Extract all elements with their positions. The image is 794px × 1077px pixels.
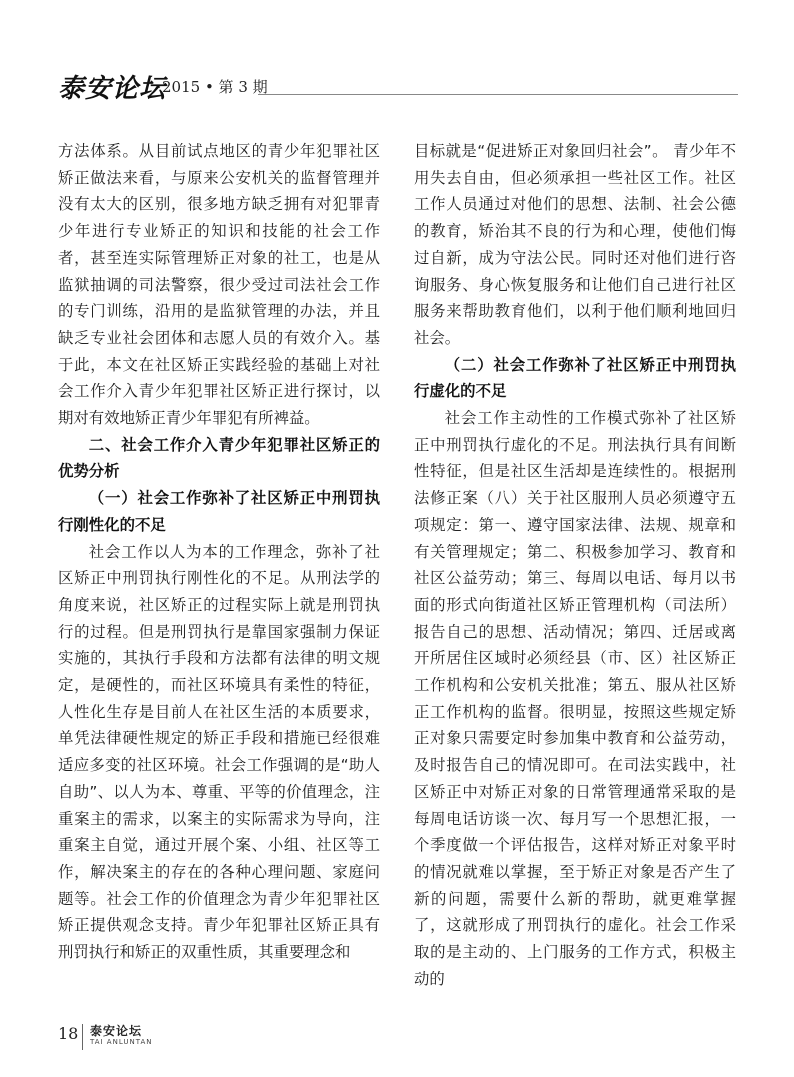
header-rule <box>258 94 738 95</box>
subsection-heading: （二）社会工作弥补了社区矫正中刑罚执行虚化的不足 <box>414 355 736 401</box>
running-header <box>58 68 738 108</box>
paragraph: 方法体系。从目前试点地区的青少年犯罪社区矫正做法来看，与原来公安机关的监督管理并没有太大的区别，很多地方缺乏拥有对犯罪青少年进行专业矫正的知识和技能的社会工作者，甚至连实际管理矫正对象的社工，也是从监狱抽调的司法警察，很少受过司法社会工作的专门训练，沿用的是监狱管理的办法，并且缺乏专业社会团体和志愿人员的有效介入。基于此，本文在社区矫正实践经验的基础上对社会工作介入青少年犯罪社区矫正进行探讨，以期对有效地矫正青少年罪犯有所裨益。 <box>58 142 380 428</box>
right-column <box>414 138 736 993</box>
left-column <box>58 138 380 966</box>
page-number: 18 <box>58 1024 79 1043</box>
journal-name: 泰安论坛 <box>58 74 167 104</box>
issue-label: 2015 • 第 3 期 <box>162 78 268 96</box>
section-heading: 二、社会工作介入青少年犯罪社区矫正的优势分析 <box>58 435 380 481</box>
paragraph: 社会工作以人为本的工作理念，弥补了社区矫正中刑罚执行刚性化的不足。从刑法学的角度来说，社区矫正的过程实际上就是刑罚执行的过程。但是刑罚执行是靠国家强制力保证实施的，其执行手段和方法都有法律的明文规定，是硬性的，而社区环境具有柔性的特征，人性化生存是目前人在社区生活的本质要求，单凭法律硬性规定的矫正手段和措施已经很难适应多变的社区环境。社会工作强调的是“助人自助”、以人为本、尊重、平等的价值理念，注重案主的需求，以案主的实际需求为导向，注重案主自觉，通过开展个案、小组、社区等工作，解决案主的存在的各种心理问题、家庭问题等。社会工作的价值理念为青少年犯罪社区矫正提供观念支持。青少年犯罪社区矫正具有刑罚执行和矫正的双重性质，其重要理念和 <box>58 542 380 962</box>
paragraph: 社会工作主动性的工作模式弥补了社区矫正中刑罚执行虚化的不足。刑法执行具有间断性特征，但是社区生活却是连续性的。根据刑法修正案（八）关于社区服刑人员必须遵守五项规定：第一、遵守国家法律、法规、规章和有关管理规定；第二、积极参加学习、教育和社区公益劳动；第三、每周以电话、每月以书面的形式向街道社区矫正管理机构（司法所）报告自己的思想、活动情况；第四、迁居或离开所居住区域时必须经县（市、区）社区矫正工作机构和公安机关批准；第五、服从社区矫正工作机构的监督。很明显，按照这些规定矫正对象只需要定时参加集中教育和公益劳动，及时报告自己的情况即可。在司法实践中，社区矫正中对矫正对象的日常管理通常采取的是每周电话访谈一次、每月写一个思想汇报，一个季度做一个评估报告，这样对矫正对象平时的情况就难以掌握，至于矫正对象是否产生了新的问题，需要什么新的帮助，就更难掌握了，这就形成了刑罚执行的虚化。社会工作采取的是主动的、上门服务的工作方式，积极主动的 <box>414 409 736 988</box>
footer-journal-subtitle: TAI ANLUNTAN <box>90 1038 153 1046</box>
footer-journal-title: 泰安论坛 <box>90 1024 143 1038</box>
paragraph: 目标就是“促进矫正对象回归社会”。 青少年不用失去自由，但必须承担一些社区工作。社区工作人员通过对他们的思想、法制、社会公德的教育，矫治其不良的行为和心理，使他们悔过自新，成为守法公民。同时还对他们进行咨询服务、身心恢复服务和让他们自己进行社区服务来帮助教育他们，以利于他们顺利地回归社会。 <box>414 142 736 347</box>
subsection-heading: （一）社会工作弥补了社区矫正中刑罚执行刚性化的不足 <box>58 489 380 534</box>
footer-divider <box>82 1024 83 1050</box>
page-footer <box>58 1022 258 1052</box>
